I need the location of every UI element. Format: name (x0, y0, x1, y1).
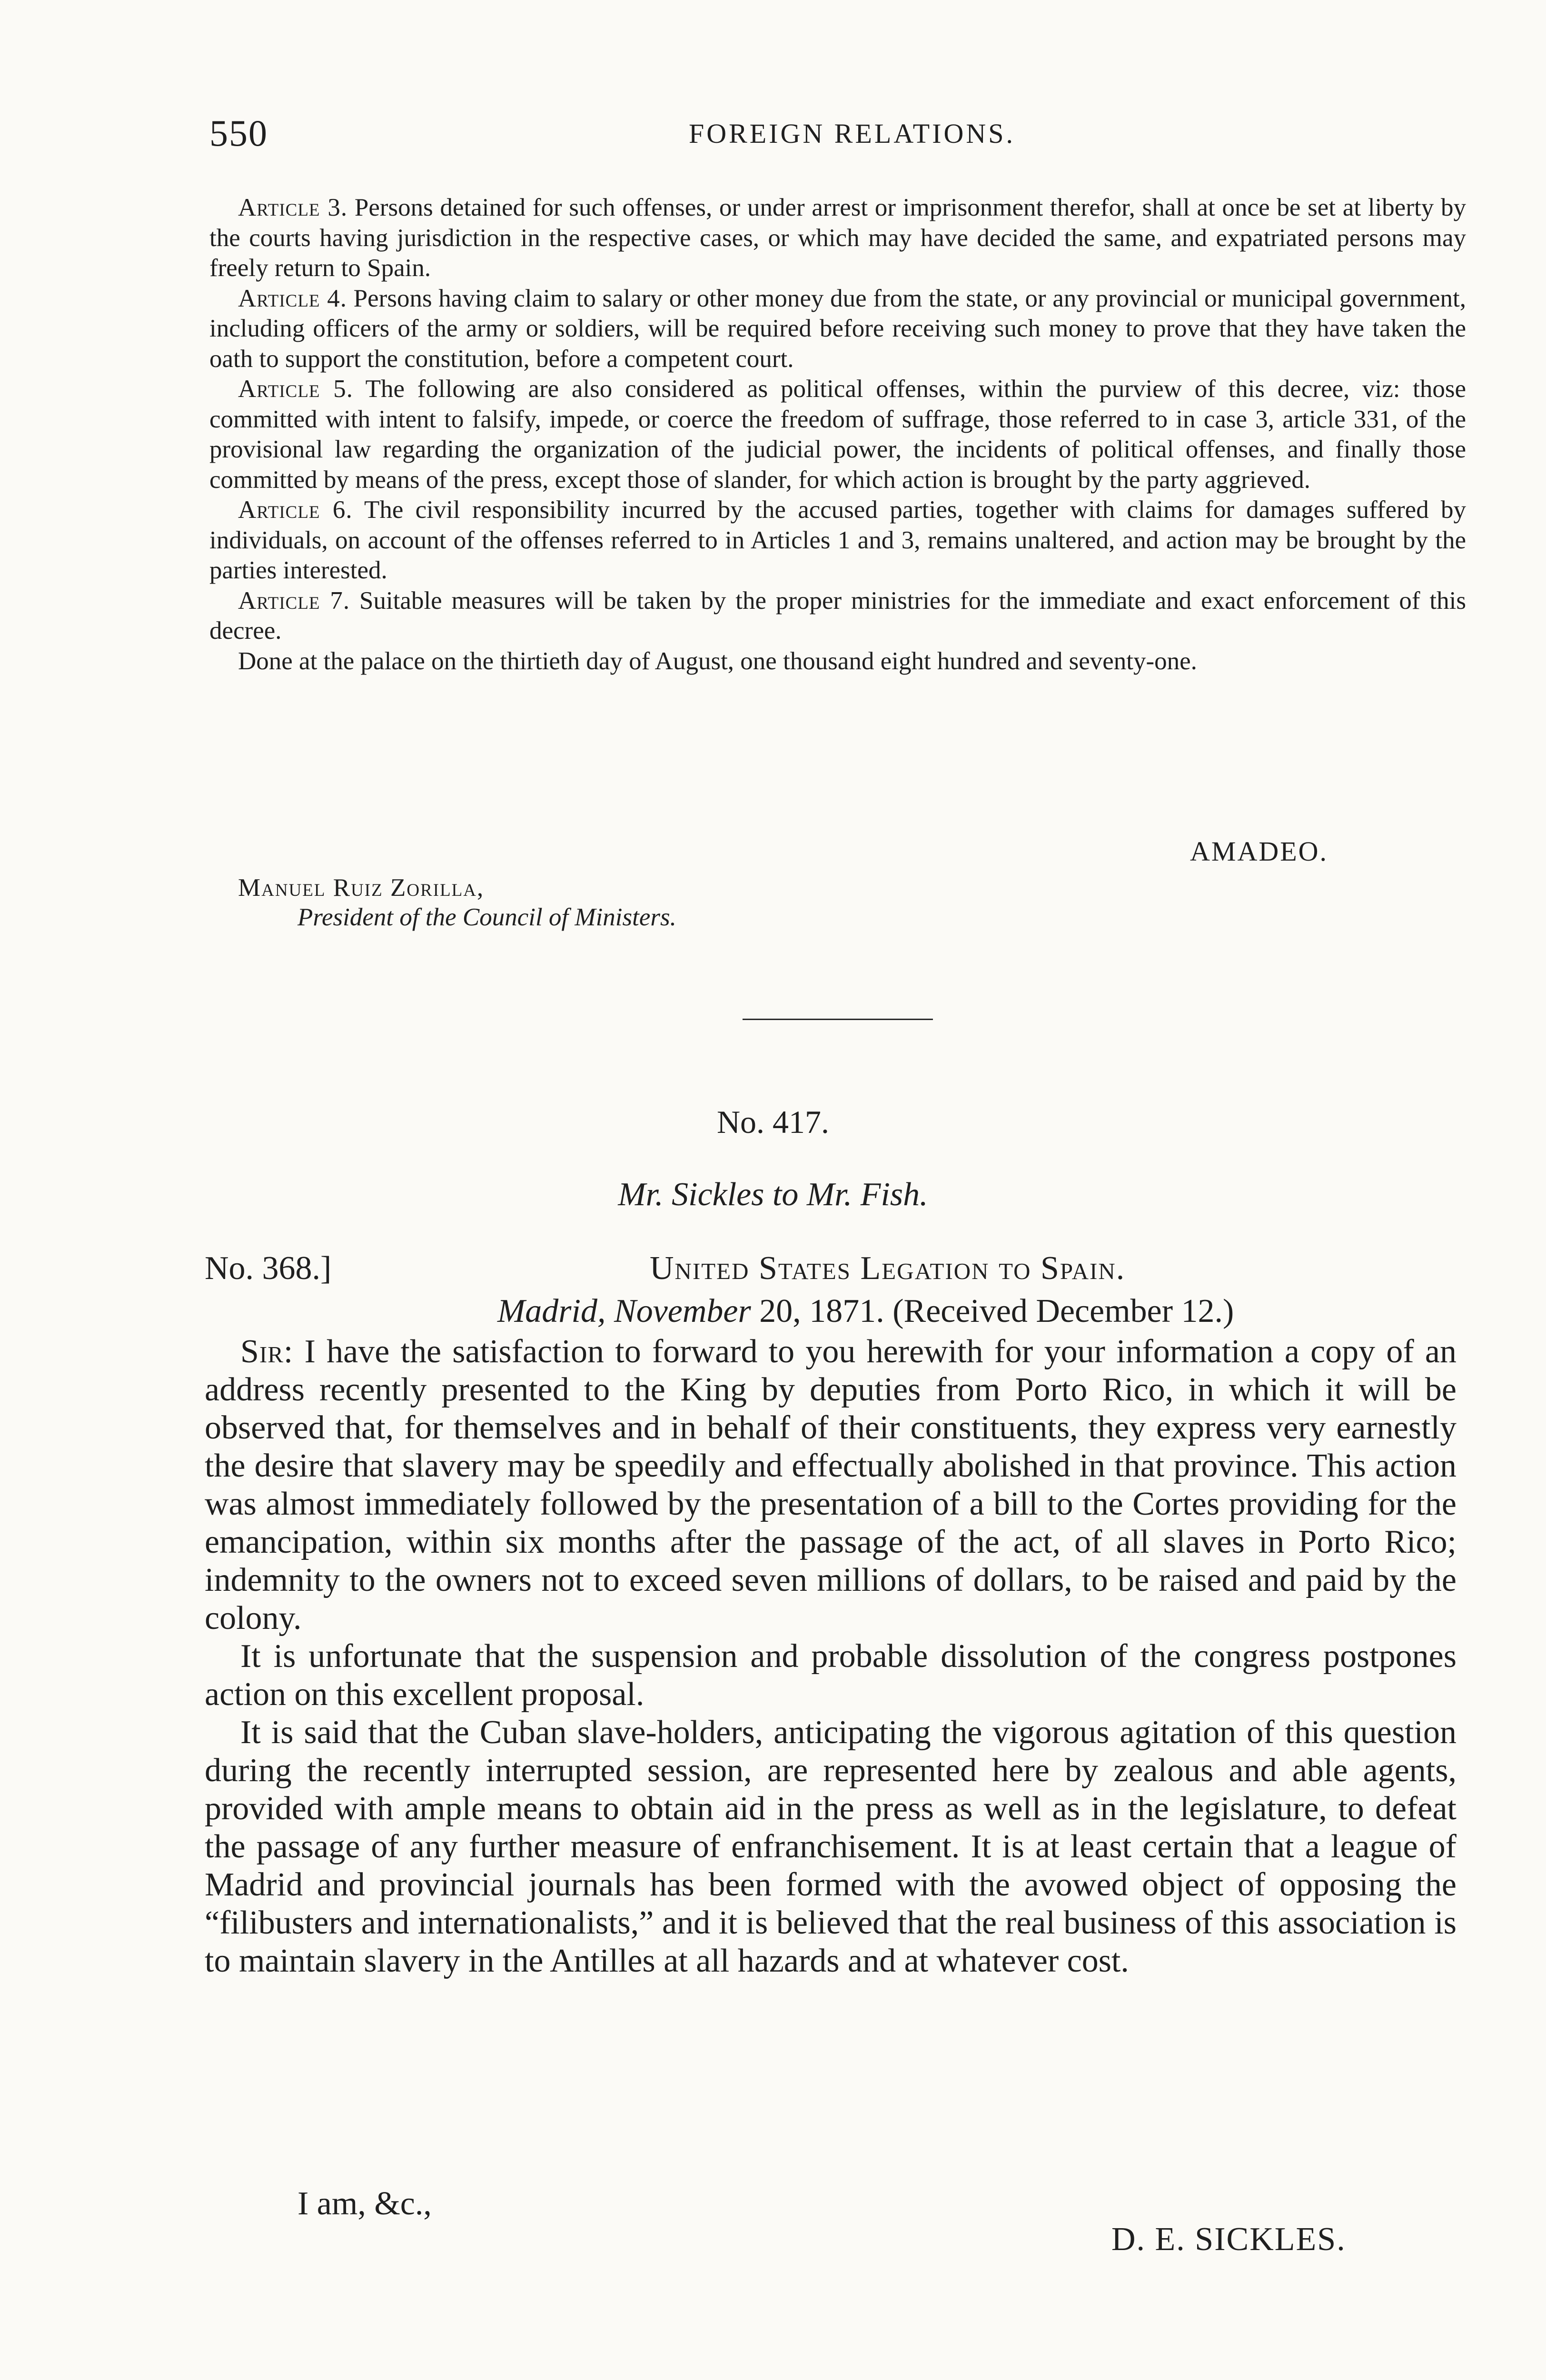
paragraph-text: I have the satisfaction to forward to you herewith for your information a copy of an address recently presented to the King by deputies from Porto Rico, in which it will be observed that, for themselves and in behalf of their constituents, they express very earnestly the desire that slavery may be speedily and effectually abolished in that province. This action was almost immediately followed by the presentation of a bill to the Cortes providing for the emancipation, within six months after the passage of the act, of all slaves in Porto Rico; indemnity to the owners not to exceed seven millions of dollars, to be raised and paid by the colony. (205, 1333, 1457, 1636)
letter-paragraph-1 (205, 1333, 1457, 1637)
article-text: The following are also considered as political offenses, within the purview of this decree, viz: those committed with intent to falsify, impede, or coerce the freedom of suffrage, those referred to in case 3, article 331, of the provisional law regarding the organization of the judicial power, the incidents of political offenses, and finally those committed by means of the press, except those of slander, for which action is brought by the party aggrieved. (209, 375, 1466, 494)
decree-done-at (209, 646, 1466, 677)
section-divider (743, 1019, 933, 1020)
article-label: Article 5. (238, 375, 353, 403)
article-text: Persons detained for such offenses, or under arrest or imprisonment therefor, shall at once be set at liberty by the courts having jurisdiction in the respective cases, or which may have decided the same, and expatriated persons may freely return to Spain. (209, 194, 1466, 282)
date-place: Madrid, November (497, 1293, 751, 1329)
article-label: Article 4. (238, 284, 347, 312)
decree-signer: AMADEO. (1190, 836, 1328, 867)
article-label: Article 6. (238, 496, 353, 524)
minister-title: President of the Council of Ministers. (297, 903, 676, 931)
dateline (497, 1292, 1234, 1330)
document-title: Mr. Sickles to Mr. Fish. (618, 1176, 928, 1213)
legation-heading: United States Legation to Spain. (650, 1250, 1126, 1287)
article-text: Suitable measures will be taken by the proper ministries for the immediate and exact enforcement of this decree. (209, 586, 1466, 645)
article-label: Article 3. (238, 194, 348, 221)
decree-article-3 (209, 193, 1466, 284)
decree-article-7 (209, 586, 1466, 646)
done-at-text: Done at the palace on the thirtieth day of August, one thousand eight hundred and seventy-one. (238, 647, 1197, 675)
page-number: 550 (209, 112, 268, 154)
decree-article-6 (209, 495, 1466, 586)
letter-sender: D. E. SICKLES. (1111, 2221, 1346, 2258)
article-label: Article 7. (238, 586, 350, 615)
article-text: Persons having claim to salary or other money due from the state, or any provincial or municipal government, including officers of the army or soldiers, will be required before receiving such money to prove that they have taken the oath to support the constitution, before a competent court. (209, 284, 1466, 373)
document-number: No. 417. (716, 1104, 830, 1140)
paragraph-text: It is said that the Cuban slave-holders, anticipating the vigorous agitation of this question during the recently interrupted session, are represented here by zealous and able agents, provided with ample means to obtain aid in the press as well as in the legislature, to defeat the passage of any further measure of enfranchisement. It is at least certain that a league of Madrid and provincial journals has been formed with the avowed object of opposing the “filibusters and internationalists,” and it is believed that the real business of this association is to maintain slavery in the Antilles at all hazards and at whatever cost. (205, 1714, 1457, 1979)
page-header (209, 112, 1495, 164)
date-rest: 20, 1871. (Received December 12.) (759, 1293, 1234, 1329)
minister-name: Manuel Ruiz Zorilla, (238, 874, 485, 902)
decree-article-5 (209, 374, 1466, 495)
letter-closing: I am, &c., (297, 2185, 432, 2222)
decree-articles (209, 193, 1466, 676)
salutation: Sir: (240, 1333, 294, 1370)
article-text: The civil responsibility incurred by the accused parties, together with claims for damages suffered by individuals, on account of the offenses referred to in Articles 1 and 3, remains unaltered, and action may be brought by the parties interested. (209, 496, 1466, 584)
paragraph-text: It is unfortunate that the suspension and probable dissolution of the congress postpones action on this excellent proposal. (205, 1638, 1457, 1713)
letter-body (205, 1333, 1457, 1980)
despatch-number: No. 368.] (205, 1250, 332, 1287)
letter-paragraph-3 (205, 1714, 1457, 1980)
decree-article-4 (209, 284, 1466, 375)
letter-paragraph-2 (205, 1637, 1457, 1714)
running-head: FOREIGN RELATIONS. (688, 118, 1016, 149)
